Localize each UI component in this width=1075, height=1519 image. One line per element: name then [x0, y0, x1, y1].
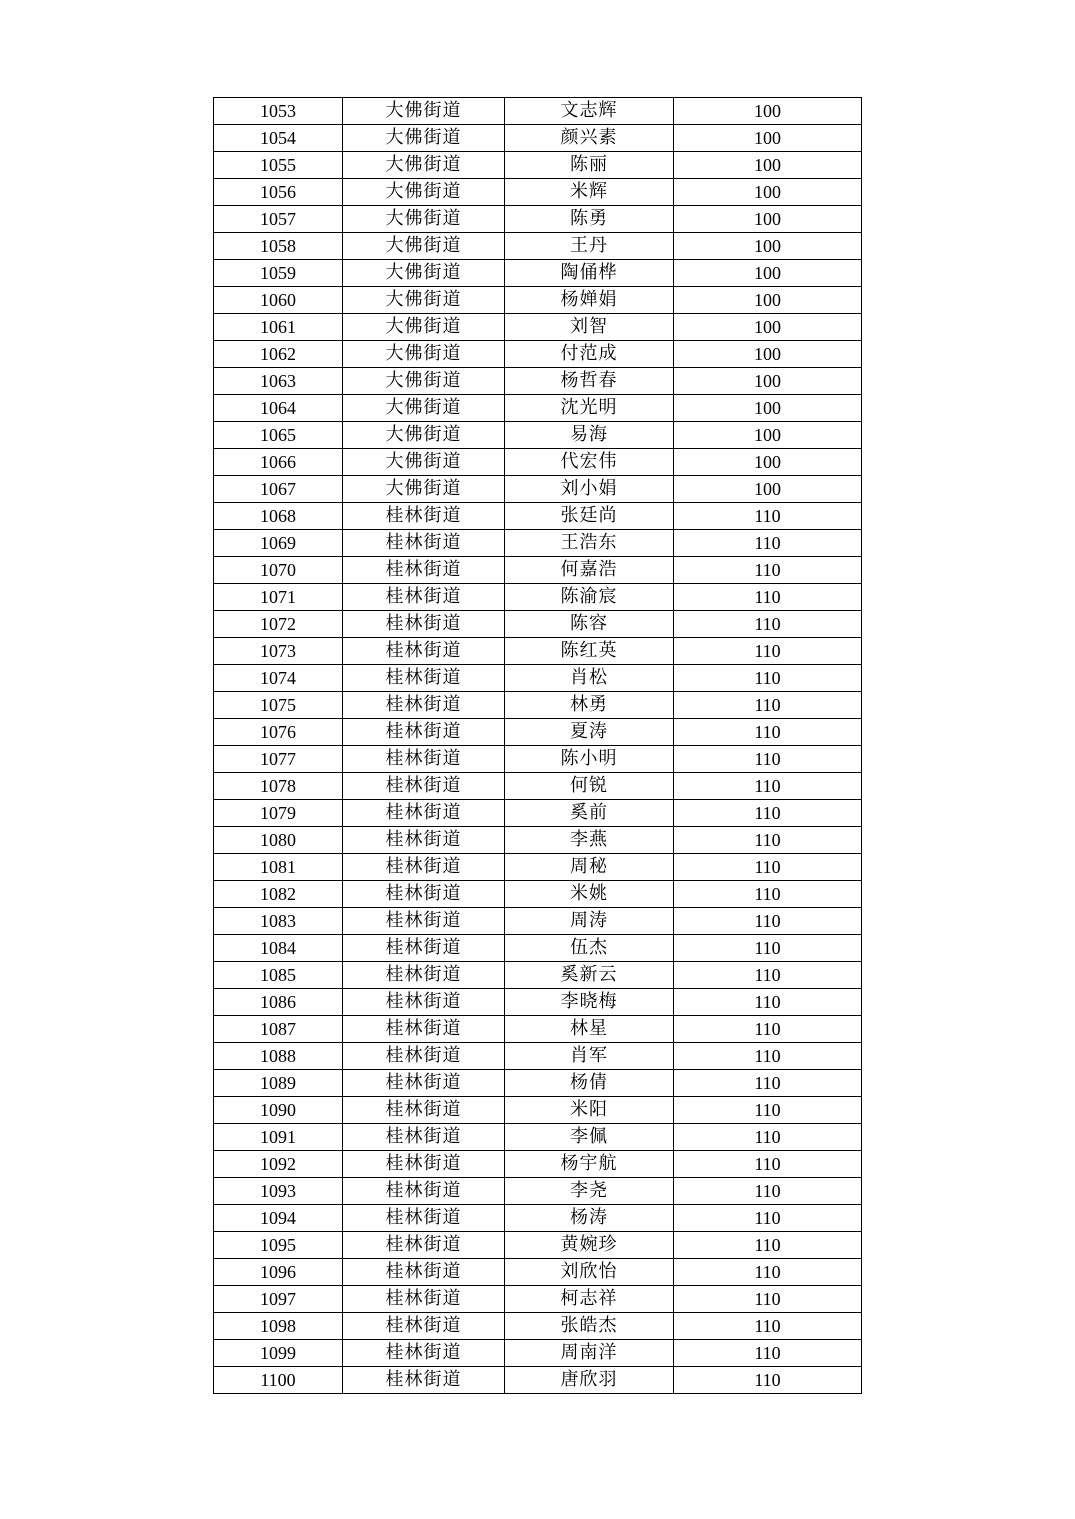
street-cell: 桂林街道 — [343, 1124, 505, 1151]
street-cell: 桂林街道 — [343, 638, 505, 665]
table-row — [214, 1097, 862, 1124]
street-cell: 桂林街道 — [343, 1205, 505, 1232]
name-cell: 杨婵娟 — [505, 287, 674, 314]
street-cell: 大佛街道 — [343, 314, 505, 341]
amount-cell: 110 — [674, 1340, 862, 1367]
name-cell: 代宏伟 — [505, 449, 674, 476]
amount-cell: 110 — [674, 1178, 862, 1205]
table-row — [214, 530, 862, 557]
row-number-cell: 1083 — [214, 908, 343, 935]
row-number-cell: 1088 — [214, 1043, 343, 1070]
amount-cell: 110 — [674, 1016, 862, 1043]
street-cell: 桂林街道 — [343, 1259, 505, 1286]
name-cell: 李佩 — [505, 1124, 674, 1151]
amount-cell: 110 — [674, 692, 862, 719]
amount-cell: 110 — [674, 881, 862, 908]
name-cell: 王浩东 — [505, 530, 674, 557]
row-number-cell: 1072 — [214, 611, 343, 638]
amount-cell: 110 — [674, 854, 862, 881]
table-row — [214, 827, 862, 854]
table-row — [214, 773, 862, 800]
street-cell: 桂林街道 — [343, 557, 505, 584]
row-number-cell: 1099 — [214, 1340, 343, 1367]
row-number-cell: 1086 — [214, 989, 343, 1016]
name-cell: 李晓梅 — [505, 989, 674, 1016]
name-cell: 陈容 — [505, 611, 674, 638]
table-row — [214, 1205, 862, 1232]
amount-cell: 110 — [674, 638, 862, 665]
table-row — [214, 611, 862, 638]
table-row — [214, 584, 862, 611]
amount-cell: 110 — [674, 557, 862, 584]
row-number-cell: 1097 — [214, 1286, 343, 1313]
name-cell: 陈红英 — [505, 638, 674, 665]
street-cell: 桂林街道 — [343, 827, 505, 854]
street-cell: 桂林街道 — [343, 989, 505, 1016]
table-row — [214, 368, 862, 395]
amount-cell: 110 — [674, 1286, 862, 1313]
street-cell: 桂林街道 — [343, 1313, 505, 1340]
street-cell: 桂林街道 — [343, 611, 505, 638]
table-row — [214, 449, 862, 476]
street-cell: 大佛街道 — [343, 206, 505, 233]
amount-cell: 110 — [674, 584, 862, 611]
name-cell: 米阳 — [505, 1097, 674, 1124]
amount-cell: 110 — [674, 989, 862, 1016]
name-cell: 颜兴素 — [505, 125, 674, 152]
table-row — [214, 665, 862, 692]
row-number-cell: 1074 — [214, 665, 343, 692]
table-row — [214, 962, 862, 989]
street-cell: 大佛街道 — [343, 341, 505, 368]
street-cell: 大佛街道 — [343, 179, 505, 206]
data-table — [213, 97, 862, 1394]
amount-cell: 110 — [674, 503, 862, 530]
name-cell: 黄婉珍 — [505, 1232, 674, 1259]
street-cell: 桂林街道 — [343, 692, 505, 719]
name-cell: 陈小明 — [505, 746, 674, 773]
table-row — [214, 854, 862, 881]
street-cell: 桂林街道 — [343, 1232, 505, 1259]
amount-cell: 110 — [674, 1070, 862, 1097]
amount-cell: 110 — [674, 1124, 862, 1151]
table-row — [214, 989, 862, 1016]
table-row — [214, 1043, 862, 1070]
row-number-cell: 1081 — [214, 854, 343, 881]
amount-cell: 100 — [674, 152, 862, 179]
amount-cell: 110 — [674, 665, 862, 692]
table-row — [214, 800, 862, 827]
row-number-cell: 1089 — [214, 1070, 343, 1097]
amount-cell: 110 — [674, 1097, 862, 1124]
amount-cell: 100 — [674, 287, 862, 314]
amount-cell: 110 — [674, 827, 862, 854]
street-cell: 大佛街道 — [343, 287, 505, 314]
street-cell: 大佛街道 — [343, 260, 505, 287]
row-number-cell: 1082 — [214, 881, 343, 908]
name-cell: 陈勇 — [505, 206, 674, 233]
amount-cell: 110 — [674, 719, 862, 746]
row-number-cell: 1067 — [214, 476, 343, 503]
street-cell: 桂林街道 — [343, 935, 505, 962]
street-cell: 桂林街道 — [343, 1070, 505, 1097]
name-cell: 刘欣怡 — [505, 1259, 674, 1286]
row-number-cell: 1058 — [214, 233, 343, 260]
name-cell: 何嘉浩 — [505, 557, 674, 584]
name-cell: 杨倩 — [505, 1070, 674, 1097]
street-cell: 桂林街道 — [343, 584, 505, 611]
row-number-cell: 1100 — [214, 1367, 343, 1394]
name-cell: 付范成 — [505, 341, 674, 368]
amount-cell: 110 — [674, 1313, 862, 1340]
amount-cell: 110 — [674, 1367, 862, 1394]
name-cell: 刘小娟 — [505, 476, 674, 503]
street-cell: 大佛街道 — [343, 98, 505, 125]
name-cell: 易海 — [505, 422, 674, 449]
table-body — [214, 98, 862, 1394]
table-row — [214, 908, 862, 935]
row-number-cell: 1096 — [214, 1259, 343, 1286]
street-cell: 桂林街道 — [343, 1097, 505, 1124]
street-cell: 桂林街道 — [343, 1178, 505, 1205]
row-number-cell: 1084 — [214, 935, 343, 962]
row-number-cell: 1075 — [214, 692, 343, 719]
table-row — [214, 1151, 862, 1178]
table-row — [214, 1124, 862, 1151]
street-cell: 桂林街道 — [343, 1340, 505, 1367]
street-cell: 桂林街道 — [343, 746, 505, 773]
table-row — [214, 935, 862, 962]
amount-cell: 100 — [674, 314, 862, 341]
row-number-cell: 1077 — [214, 746, 343, 773]
street-cell: 桂林街道 — [343, 908, 505, 935]
street-cell: 桂林街道 — [343, 503, 505, 530]
street-cell: 大佛街道 — [343, 422, 505, 449]
name-cell: 李燕 — [505, 827, 674, 854]
name-cell: 奚新云 — [505, 962, 674, 989]
row-number-cell: 1091 — [214, 1124, 343, 1151]
row-number-cell: 1064 — [214, 395, 343, 422]
name-cell: 李尧 — [505, 1178, 674, 1205]
row-number-cell: 1069 — [214, 530, 343, 557]
table-row — [214, 1313, 862, 1340]
row-number-cell: 1079 — [214, 800, 343, 827]
name-cell: 陶俑桦 — [505, 260, 674, 287]
name-cell: 陈渝宸 — [505, 584, 674, 611]
amount-cell: 100 — [674, 125, 862, 152]
table-row — [214, 719, 862, 746]
name-cell: 文志辉 — [505, 98, 674, 125]
table-row — [214, 206, 862, 233]
name-cell: 陈丽 — [505, 152, 674, 179]
table-row — [214, 638, 862, 665]
table-row — [214, 260, 862, 287]
amount-cell: 110 — [674, 530, 862, 557]
amount-cell: 100 — [674, 395, 862, 422]
street-cell: 桂林街道 — [343, 1016, 505, 1043]
amount-cell: 100 — [674, 341, 862, 368]
street-cell: 桂林街道 — [343, 773, 505, 800]
row-number-cell: 1092 — [214, 1151, 343, 1178]
table-row — [214, 314, 862, 341]
row-number-cell: 1080 — [214, 827, 343, 854]
amount-cell: 110 — [674, 962, 862, 989]
row-number-cell: 1085 — [214, 962, 343, 989]
street-cell: 大佛街道 — [343, 449, 505, 476]
row-number-cell: 1078 — [214, 773, 343, 800]
name-cell: 杨宇航 — [505, 1151, 674, 1178]
name-cell: 肖军 — [505, 1043, 674, 1070]
name-cell: 何锐 — [505, 773, 674, 800]
name-cell: 唐欣羽 — [505, 1367, 674, 1394]
row-number-cell: 1062 — [214, 341, 343, 368]
row-number-cell: 1060 — [214, 287, 343, 314]
row-number-cell: 1087 — [214, 1016, 343, 1043]
name-cell: 米辉 — [505, 179, 674, 206]
row-number-cell: 1070 — [214, 557, 343, 584]
name-cell: 张廷尚 — [505, 503, 674, 530]
name-cell: 伍杰 — [505, 935, 674, 962]
table-row — [214, 1286, 862, 1313]
amount-cell: 100 — [674, 98, 862, 125]
table-row — [214, 98, 862, 125]
row-number-cell: 1068 — [214, 503, 343, 530]
amount-cell: 100 — [674, 449, 862, 476]
amount-cell: 100 — [674, 368, 862, 395]
row-number-cell: 1061 — [214, 314, 343, 341]
name-cell: 张皓杰 — [505, 1313, 674, 1340]
row-number-cell: 1054 — [214, 125, 343, 152]
amount-cell: 100 — [674, 260, 862, 287]
table-row — [214, 692, 862, 719]
name-cell: 周南洋 — [505, 1340, 674, 1367]
row-number-cell: 1059 — [214, 260, 343, 287]
row-number-cell: 1073 — [214, 638, 343, 665]
name-cell: 林勇 — [505, 692, 674, 719]
table-row — [214, 476, 862, 503]
table-row — [214, 1232, 862, 1259]
table-row — [214, 1178, 862, 1205]
row-number-cell: 1055 — [214, 152, 343, 179]
table-row — [214, 152, 862, 179]
table-row — [214, 1259, 862, 1286]
street-cell: 大佛街道 — [343, 368, 505, 395]
table-row — [214, 287, 862, 314]
amount-cell: 110 — [674, 773, 862, 800]
row-number-cell: 1090 — [214, 1097, 343, 1124]
amount-cell: 110 — [674, 1259, 862, 1286]
name-cell: 肖松 — [505, 665, 674, 692]
amount-cell: 110 — [674, 1232, 862, 1259]
amount-cell: 100 — [674, 179, 862, 206]
table-row — [214, 422, 862, 449]
name-cell: 沈光明 — [505, 395, 674, 422]
name-cell: 奚前 — [505, 800, 674, 827]
row-number-cell: 1063 — [214, 368, 343, 395]
street-cell: 桂林街道 — [343, 1151, 505, 1178]
table-row — [214, 1070, 862, 1097]
table-row — [214, 881, 862, 908]
row-number-cell: 1053 — [214, 98, 343, 125]
amount-cell: 110 — [674, 1205, 862, 1232]
row-number-cell: 1056 — [214, 179, 343, 206]
amount-cell: 110 — [674, 746, 862, 773]
name-cell: 周涛 — [505, 908, 674, 935]
street-cell: 桂林街道 — [343, 800, 505, 827]
street-cell: 桂林街道 — [343, 962, 505, 989]
name-cell: 柯志祥 — [505, 1286, 674, 1313]
table-row — [214, 746, 862, 773]
row-number-cell: 1094 — [214, 1205, 343, 1232]
name-cell: 周秘 — [505, 854, 674, 881]
table-row — [214, 233, 862, 260]
name-cell: 米姚 — [505, 881, 674, 908]
table-row — [214, 557, 862, 584]
row-number-cell: 1057 — [214, 206, 343, 233]
row-number-cell: 1076 — [214, 719, 343, 746]
table-row — [214, 503, 862, 530]
street-cell: 大佛街道 — [343, 125, 505, 152]
amount-cell: 110 — [674, 935, 862, 962]
street-cell: 桂林街道 — [343, 881, 505, 908]
street-cell: 大佛街道 — [343, 152, 505, 179]
amount-cell: 100 — [674, 422, 862, 449]
row-number-cell: 1098 — [214, 1313, 343, 1340]
street-cell: 桂林街道 — [343, 1043, 505, 1070]
row-number-cell: 1093 — [214, 1178, 343, 1205]
amount-cell: 110 — [674, 1043, 862, 1070]
street-cell: 桂林街道 — [343, 1286, 505, 1313]
street-cell: 桂林街道 — [343, 719, 505, 746]
table-row — [214, 1016, 862, 1043]
street-cell: 桂林街道 — [343, 1367, 505, 1394]
table-row — [214, 1367, 862, 1394]
amount-cell: 100 — [674, 206, 862, 233]
amount-cell: 110 — [674, 908, 862, 935]
row-number-cell: 1066 — [214, 449, 343, 476]
amount-cell: 110 — [674, 800, 862, 827]
name-cell: 刘智 — [505, 314, 674, 341]
amount-cell: 100 — [674, 233, 862, 260]
row-number-cell: 1095 — [214, 1232, 343, 1259]
table-row — [214, 341, 862, 368]
row-number-cell: 1071 — [214, 584, 343, 611]
amount-cell: 100 — [674, 476, 862, 503]
amount-cell: 110 — [674, 1151, 862, 1178]
table-row — [214, 1340, 862, 1367]
street-cell: 大佛街道 — [343, 395, 505, 422]
street-cell: 大佛街道 — [343, 233, 505, 260]
name-cell: 夏涛 — [505, 719, 674, 746]
street-cell: 大佛街道 — [343, 476, 505, 503]
street-cell: 桂林街道 — [343, 854, 505, 881]
amount-cell: 110 — [674, 611, 862, 638]
table-row — [214, 179, 862, 206]
street-cell: 桂林街道 — [343, 665, 505, 692]
name-cell: 王丹 — [505, 233, 674, 260]
table-row — [214, 125, 862, 152]
name-cell: 林星 — [505, 1016, 674, 1043]
row-number-cell: 1065 — [214, 422, 343, 449]
table-row — [214, 395, 862, 422]
name-cell: 杨哲春 — [505, 368, 674, 395]
street-cell: 桂林街道 — [343, 530, 505, 557]
name-cell: 杨涛 — [505, 1205, 674, 1232]
